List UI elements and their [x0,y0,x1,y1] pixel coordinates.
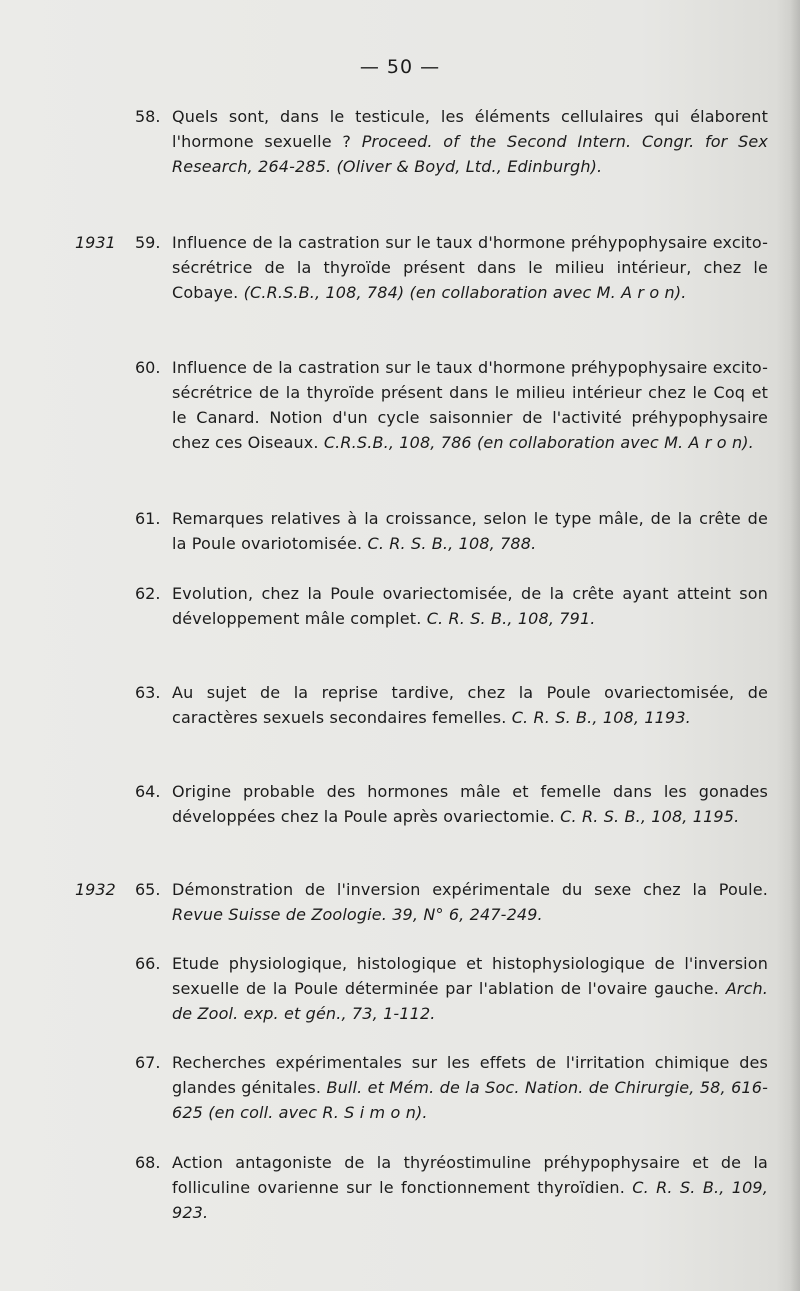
entry-text [172,581,768,631]
entry-citation: C. R. S. B., 108, 788. [367,534,537,553]
entry-title: Evolution, chez la Poule ovariectomisée, de la crête ayant atteint son développement mâle complet. [172,584,768,628]
entry-citation: Arch. de Zool. exp. et gén., 73, 1-112. [172,979,768,1023]
page-edge-shadow [790,0,800,1291]
entry-title: Action antagoniste de la thyréostimuline préhypophysaire et de la folliculine ovarienne sur le fonctionnement thyroïdien. [172,1153,768,1197]
entry-text [172,680,768,730]
entry-text [172,1150,768,1225]
entry-title: Origine probable des hormones mâle et femelle dans les gonades développées chez la Poule après ovariectomie. [172,782,768,826]
entry-title: Quels sont, dans le testicule, les éléments cellulaires qui élaborent l'hormone sexuelle ? [172,107,768,151]
entry-title: Démonstration de l'inversion expérimentale du sexe chez la Poule. [172,880,768,899]
entry-text [172,877,768,927]
entry-citation: C. R. S. B., 108, 1193. [511,708,691,727]
entry-title: Influence de la castration sur le taux d'hormone préhypophysaire excito-sécrétrice de la thyroïde présent dans le milieu intérieur chez le Coq et le Canard. Notion d'un cycle saisonnier de l'activité préhypophysaire chez ces Oiseaux. [172,358,768,452]
entry-title: Influence de la castration sur le taux d'hormone préhypophysaire excito-sécrétrice de la thyroïde présent dans le milieu intérieur, chez le Cobaye. [172,233,768,302]
page-number: — 50 — [359,56,441,78]
entry-number: 60. [135,358,161,377]
entry-citation: C. R. S. B., 108, 791. [426,609,596,628]
entry-number: 62. [135,584,161,603]
entry-text [172,506,768,556]
entry-citation: C. R. S. B., 109, 923. [172,1178,768,1222]
entry-number: 65. [135,880,161,899]
entry-title: Recherches expérimentales sur les effets de l'irritation chimique des glandes génitales. [172,1053,768,1097]
entry-text [172,230,768,305]
entry-number: 66. [135,954,161,973]
entry-number: 58. [135,107,161,126]
entry-citation: C.R.S.B., 108, 786 (en collaboration avec M. A r o n). [323,433,754,452]
entry-number: 67. [135,1053,161,1072]
entry-year: 1932 [75,880,116,899]
entry-text [172,1050,768,1125]
entry-number: 59. [135,233,161,252]
entry-citation: Proceed. of the Second Intern. Congr. for Sex Research, 264-285. (Oliver & Boyd, Ltd., Edinburgh). [172,132,768,176]
entry-number: 61. [135,509,161,528]
entry-text [172,104,768,179]
entry-title: Remarques relatives à la croissance, selon le type mâle, de la crête de la Poule ovariotomisée. [172,509,768,553]
entry-number: 68. [135,1153,161,1172]
entry-number: 64. [135,782,161,801]
entry-title: Au sujet de la reprise tardive, chez la Poule ovariectomisée, de caractères sexuels secondaires femelles. [172,683,768,727]
entry-text [172,779,768,829]
entry-citation: Bull. et Mém. de la Soc. Nation. de Chirurgie, 58, 616-625 (en coll. avec R. S i m o n). [172,1078,768,1122]
entry-citation: Revue Suisse de Zoologie. 39, N° 6, 247-249. [172,905,543,924]
entry-title: Etude physiologique, histologique et histophysiologique de l'inversion sexuelle de la Poule déterminée par l'ablation de l'ovaire gauche. [172,954,768,998]
entry-text [172,951,768,1026]
entry-citation: (C.R.S.B., 108, 784) (en collaboration avec M. A r o n). [243,283,687,302]
entry-text [172,355,768,455]
entry-citation: C. R. S. B., 108, 1195. [560,807,740,826]
entry-number: 63. [135,683,161,702]
entry-year: 1931 [75,233,116,252]
